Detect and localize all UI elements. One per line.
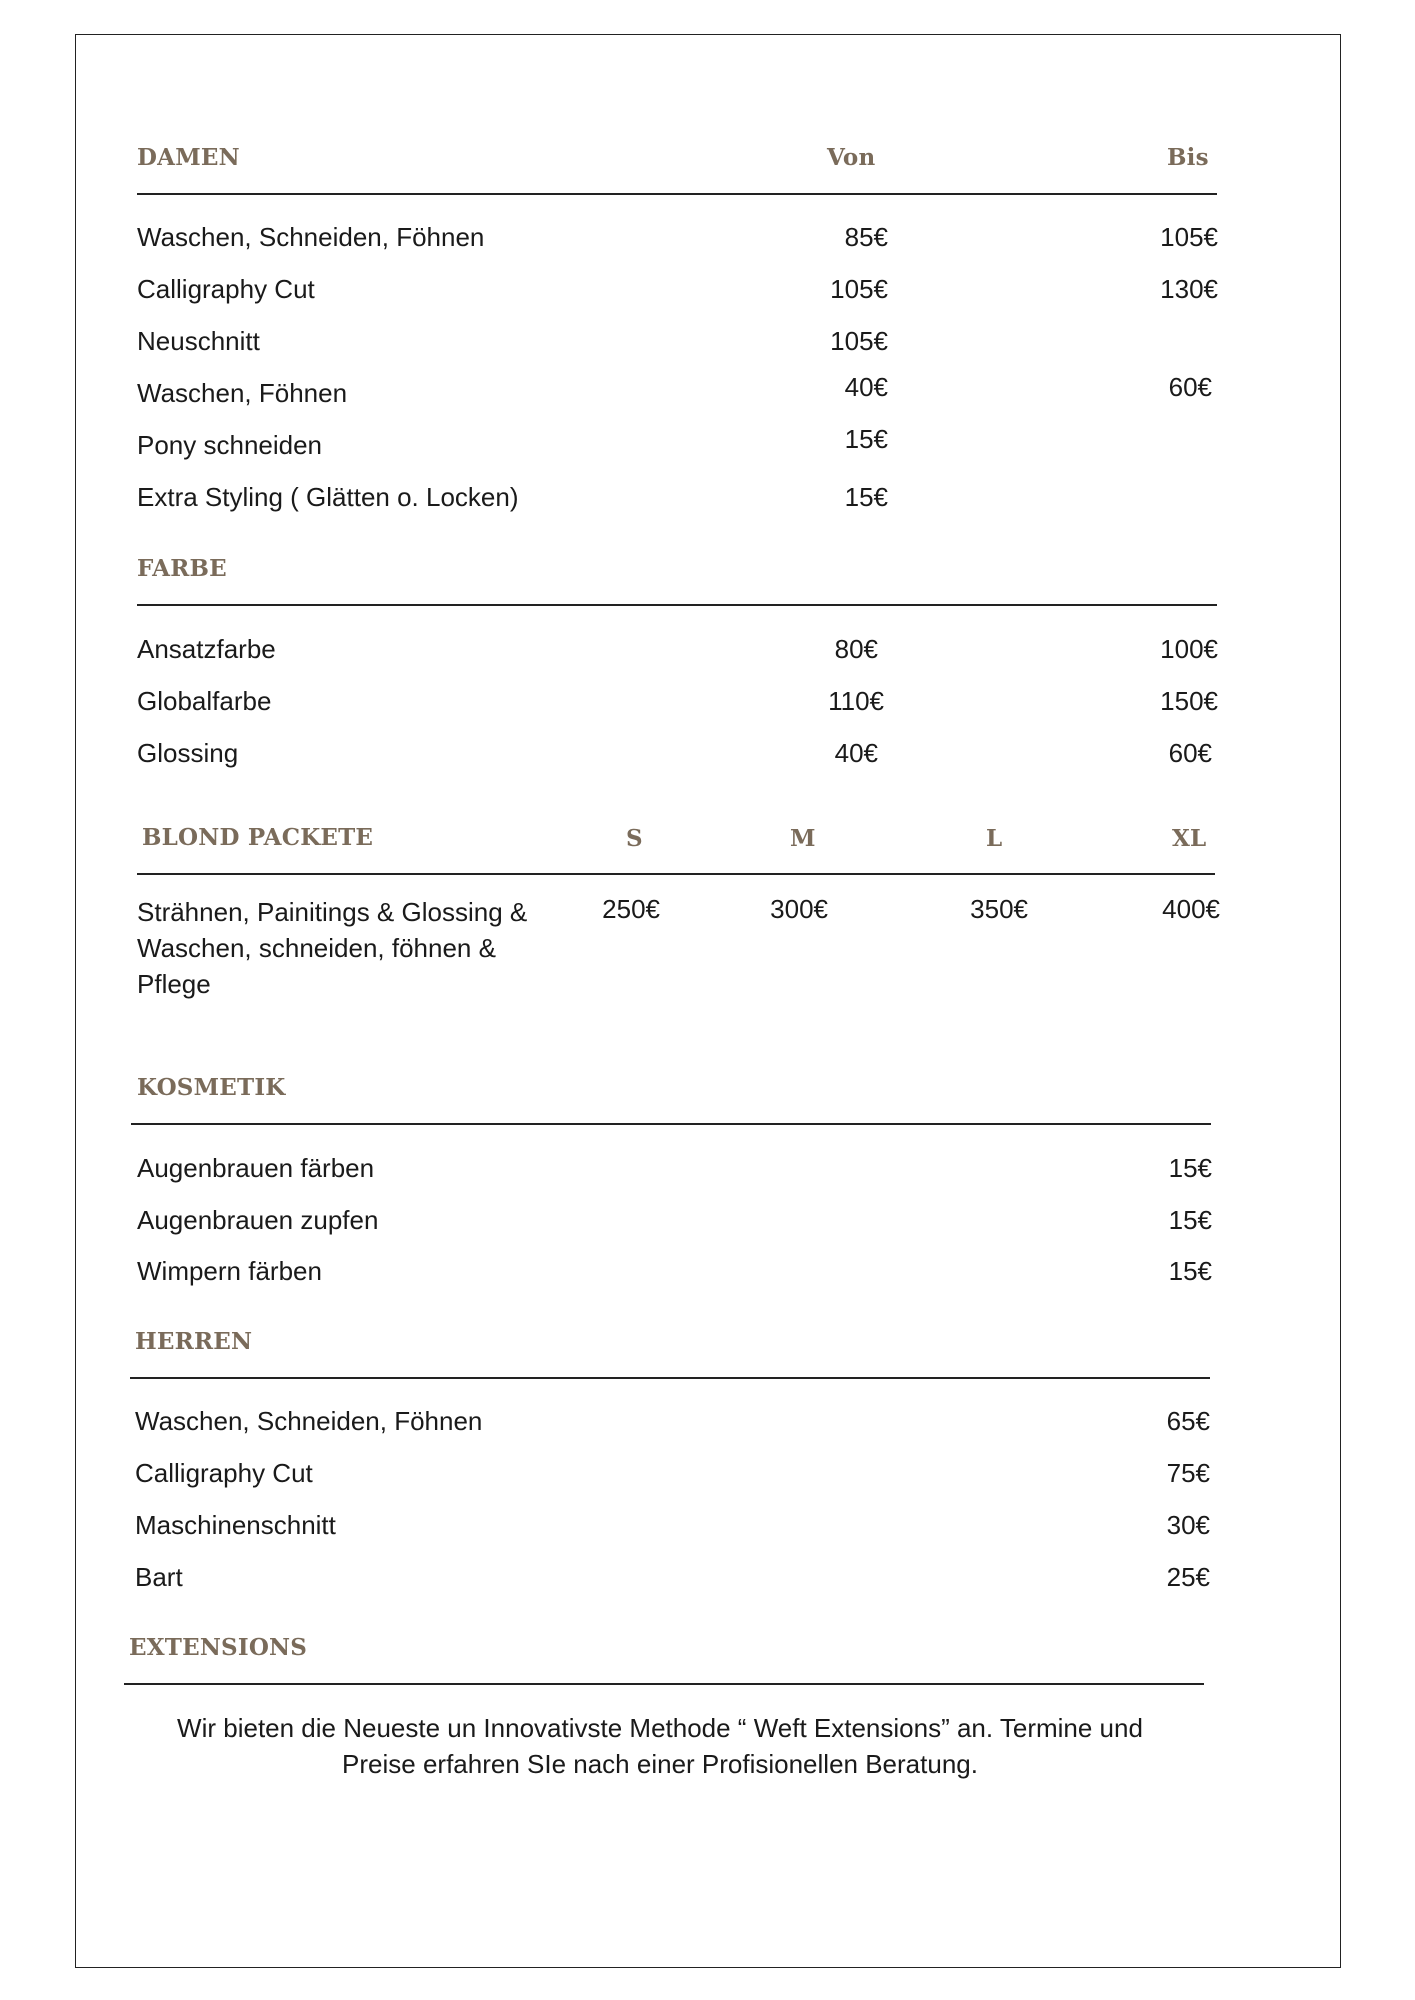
price-von: 40€ bbox=[844, 372, 888, 402]
service-label: Calligraphy Cut bbox=[137, 274, 315, 304]
section-heading-farbe: FARBE bbox=[137, 555, 227, 582]
service-label: Ansatzfarbe bbox=[137, 634, 276, 664]
column-header-bis: Bis bbox=[1167, 144, 1209, 171]
service-label: Neuschnitt bbox=[137, 326, 260, 356]
price-bis: 150€ bbox=[1160, 686, 1218, 716]
service-label: Calligraphy Cut bbox=[135, 1458, 313, 1488]
section-divider bbox=[124, 1683, 1204, 1685]
price-bis: 130€ bbox=[1160, 274, 1218, 304]
price-l: 350€ bbox=[970, 894, 1028, 924]
price: 75€ bbox=[1166, 1458, 1210, 1488]
service-label: Waschen, Schneiden, Föhnen bbox=[137, 222, 485, 252]
column-header-xl: XL bbox=[1172, 825, 1207, 852]
price-bis: 60€ bbox=[1168, 372, 1212, 402]
price-m: 300€ bbox=[770, 894, 828, 924]
service-label: Extra Styling ( Glätten o. Locken) bbox=[137, 482, 519, 512]
column-header-von: Von bbox=[827, 144, 876, 171]
column-header-l: L bbox=[986, 825, 1003, 852]
service-label: Globalfarbe bbox=[137, 686, 272, 716]
section-heading-damen: DAMEN bbox=[137, 144, 240, 171]
section-divider bbox=[137, 604, 1217, 606]
section-divider bbox=[137, 193, 1217, 195]
extensions-description: Wir bieten die Neueste un Innovativste Methode “ Weft Extensions” an. Termine und Preise erfahren SIe nach einer Profisionellen Beratung. bbox=[177, 1713, 1143, 1779]
column-header-m: M bbox=[790, 825, 816, 852]
price: 15€ bbox=[1168, 1153, 1212, 1183]
price: 25€ bbox=[1166, 1562, 1210, 1592]
service-label: Strähnen, Painitings & Glossing & Waschen, schneiden, föhnen & Pflege bbox=[137, 897, 528, 999]
section-heading-extensions: EXTENSIONS bbox=[129, 1634, 308, 1661]
section-heading-blond: BLOND PACKETE bbox=[142, 824, 374, 851]
service-label: Wimpern färben bbox=[137, 1256, 322, 1286]
service-label: Waschen, Schneiden, Föhnen bbox=[135, 1406, 483, 1436]
service-label: Waschen, Föhnen bbox=[137, 378, 348, 408]
service-label: Glossing bbox=[137, 738, 239, 768]
service-label: Maschinenschnitt bbox=[135, 1510, 336, 1540]
price-bis: 105€ bbox=[1160, 222, 1218, 252]
price: 65€ bbox=[1166, 1406, 1210, 1436]
service-label: Bart bbox=[135, 1562, 183, 1592]
column-header-s: S bbox=[626, 825, 643, 852]
price-von: 105€ bbox=[830, 274, 888, 304]
price-von: 85€ bbox=[844, 222, 888, 252]
section-heading-kosmetik: KOSMETIK bbox=[137, 1074, 286, 1101]
price-von: 40€ bbox=[834, 738, 878, 768]
section-divider bbox=[137, 873, 1215, 875]
section-divider bbox=[131, 1123, 1211, 1125]
service-label: Augenbrauen zupfen bbox=[137, 1205, 379, 1235]
price-von: 105€ bbox=[830, 326, 888, 356]
section-heading-herren: HERREN bbox=[135, 1328, 253, 1355]
price-von: 110€ bbox=[828, 686, 884, 716]
service-label: Pony schneiden bbox=[137, 430, 323, 460]
price: 15€ bbox=[1168, 1256, 1212, 1286]
price-von: 80€ bbox=[834, 634, 878, 664]
price: 15€ bbox=[1168, 1205, 1212, 1235]
service-label: Augenbrauen färben bbox=[137, 1153, 375, 1183]
price-von: 15€ bbox=[844, 424, 888, 454]
price-bis: 60€ bbox=[1168, 738, 1212, 768]
price: 30€ bbox=[1166, 1510, 1210, 1540]
price-s: 250€ bbox=[602, 894, 660, 924]
price-bis: 100€ bbox=[1160, 634, 1218, 664]
price-xl: 400€ bbox=[1162, 894, 1220, 924]
section-divider bbox=[130, 1377, 1210, 1379]
price-von: 15€ bbox=[844, 482, 888, 512]
